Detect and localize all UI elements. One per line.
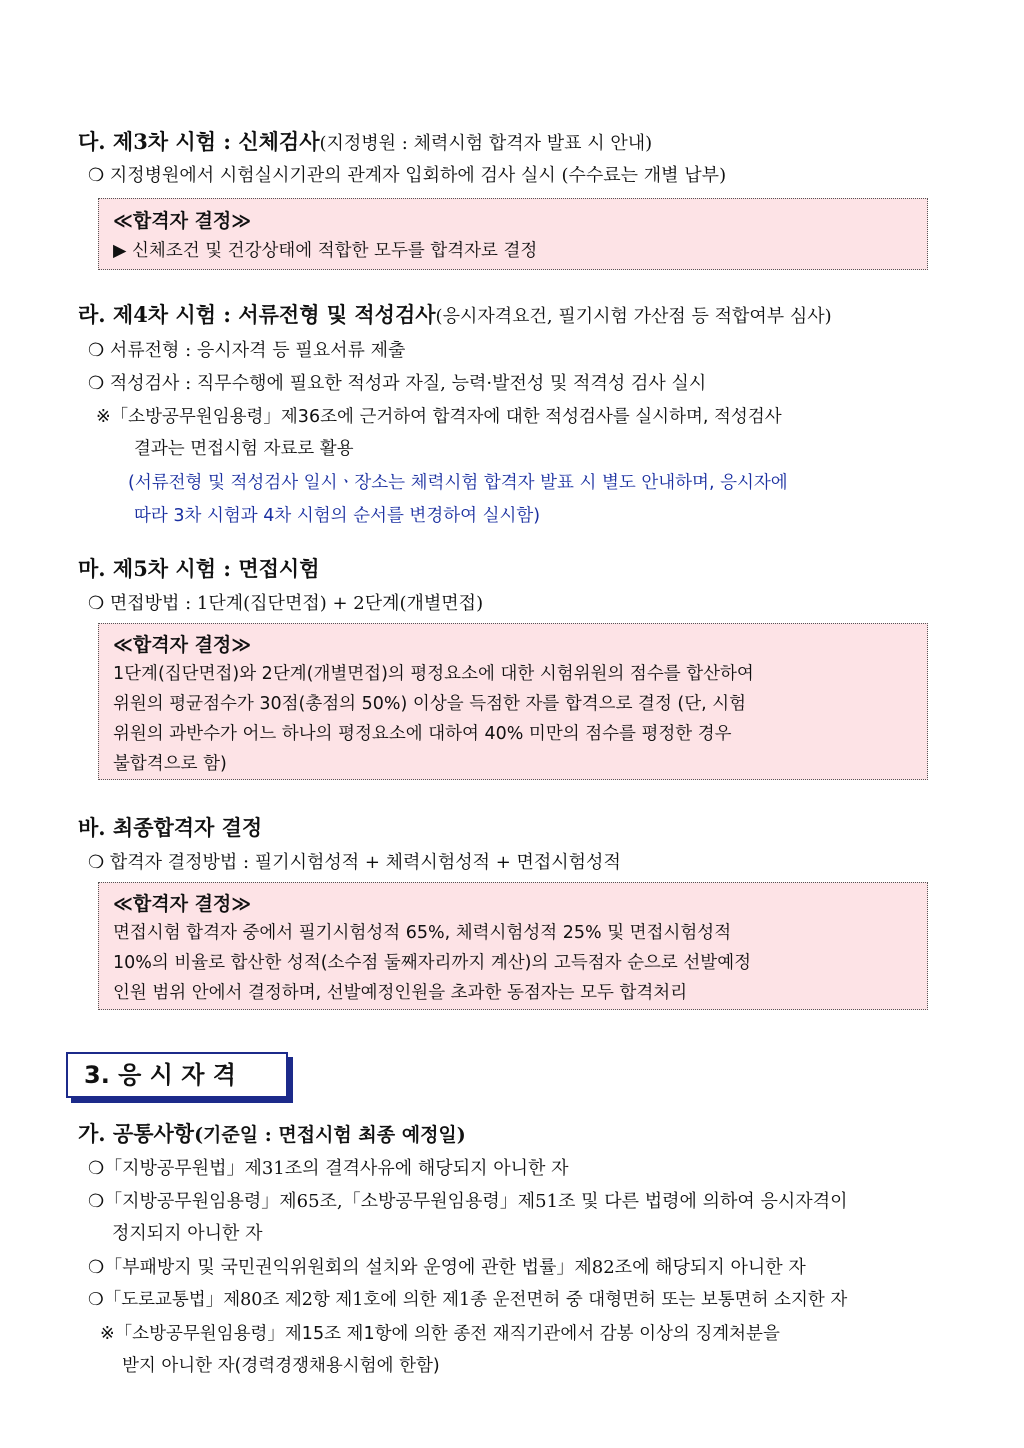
heading-exam4-title: 라. 제4차 시험 : 서류전형 및 적성검사: [78, 302, 436, 327]
heading-exam5-title: 마. 제5차 시험 : 면접시험: [78, 556, 320, 581]
common-note-line-1: ※「소방공무원임용령」제15조 제1항에 의한 종전 재직기관에서 감봉 이상의 징계처분을: [100, 1324, 780, 1344]
final-box-title: ≪합격자 결정≫: [113, 893, 252, 915]
heading-exam3: [78, 126, 652, 156]
exam4-item-1: ❍ 서류전형 : 응시자격 등 필요서류 제출: [88, 340, 406, 361]
exam4-note-line-1: ※「소방공무원임용령」제36조에 근거하여 합격자에 대한 적성검사를 실시하며, 적성검사: [96, 407, 782, 427]
final-item-1: ❍ 합격자 결정방법 : 필기시험성적 + 체력시험성적 + 면접시험성적: [88, 852, 621, 873]
common-item-4: ❍「도로교통법」제80조 제2항 제1호에 의한 제1종 운전면허 중 대형면허 또는 보통면허 소지한 자: [88, 1290, 848, 1310]
exam4-note-line-2: 결과는 면접시험 자료로 활용: [134, 439, 354, 459]
common-item-2-line-1: ❍「지방공무원임용령」제65조,「소방공무원임용령」제51조 및 다른 법령에 의하여 응시자격이: [88, 1191, 848, 1212]
common-item-2-line-2: 정지되지 아니한 자: [112, 1223, 263, 1244]
exam5-box-line-4: 불합격으로 함): [113, 754, 227, 774]
final-box-line-1: 면접시험 합격자 중에서 필기시험성적 65%, 체력시험성적 25% 및 면접시험성적: [113, 923, 732, 943]
common-item-1: ❍「지방공무원법」제31조의 결격사유에 해당되지 아니한 자: [88, 1158, 569, 1179]
heading-final-title: 바. 최종합격자 결정: [78, 815, 263, 840]
exam5-box-line-1: 1단계(집단면접)와 2단계(개별면접)의 평정요소에 대한 시험위원의 점수를 합산하여: [113, 664, 754, 684]
common-note-line-2: 받지 아니한 자(경력경쟁채용시험에 한함): [122, 1356, 440, 1376]
exam5-item-1: ❍ 면접방법 : 1단계(집단면접) + 2단계(개별면접): [88, 593, 484, 614]
exam5-pass-box: [98, 623, 928, 780]
heading-final: [78, 812, 262, 842]
heading-exam4-sub: (응시자격요건, 필기시험 가산점 등 적합여부 심사): [435, 306, 832, 327]
exam5-box-line-2: 위원의 평균점수가 30점(총점의 50%) 이상을 득점한 자를 합격으로 결정 (단, 시험: [113, 694, 747, 714]
exam3-item-1: ❍ 지정병원에서 시험실시기관의 관계자 입회하에 검사 실시 (수수료는 개별 납부): [88, 165, 727, 186]
section-3-title: 3. 응 시 자 격: [66, 1052, 288, 1098]
heading-exam3-title: 다. 제3차 시험 : 신체검사: [78, 129, 320, 154]
heading-common-sub: (기준일 : 면접시험 최종 예정일): [194, 1124, 466, 1146]
final-box-line-3: 인원 범위 안에서 결정하며, 선발예정인원을 초과한 동점자는 모두 합격처리: [113, 983, 688, 1003]
heading-exam3-sub: (지정병원 : 체력시험 합격자 발표 시 안내): [319, 133, 653, 154]
final-box-line-2: 10%의 비율로 합산한 성적(소수점 둘째자리까지 계산)의 고득점자 순으로 선발예정: [113, 953, 752, 973]
exam5-box-line-3: 위원의 과반수가 어느 하나의 평정요소에 대하여 40% 미만의 점수를 평정한 경우: [113, 724, 732, 744]
exam3-box-line-1: ▶ 신체조건 및 건강상태에 적합한 모두를 합격자로 결정: [113, 241, 538, 261]
exam4-blue-line-1: (서류전형 및 적성검사 일시ㆍ장소는 체력시험 합격자 발표 시 별도 안내하며, 응시자에: [128, 473, 788, 493]
exam4-item-2: ❍ 적성검사 : 직무수행에 필요한 적성과 자질, 능력·발전성 및 적격성 검사 실시: [88, 373, 707, 394]
heading-exam5: [78, 553, 320, 583]
heading-common: [78, 1118, 466, 1148]
heading-exam4: [78, 299, 832, 329]
exam3-box-title: ≪합격자 결정≫: [113, 210, 252, 232]
final-pass-box: [98, 882, 928, 1010]
heading-common-title: 가. 공통사항: [78, 1121, 195, 1146]
common-item-3: ❍「부패방지 및 국민권익위원회의 설치와 운영에 관한 법률」제82조에 해당되지 아니한 자: [88, 1257, 806, 1278]
exam5-box-title: ≪합격자 결정≫: [113, 634, 252, 656]
exam4-blue-line-2: 따라 3차 시험과 4차 시험의 순서를 변경하여 실시함): [134, 506, 541, 526]
exam3-pass-box: [98, 198, 928, 270]
